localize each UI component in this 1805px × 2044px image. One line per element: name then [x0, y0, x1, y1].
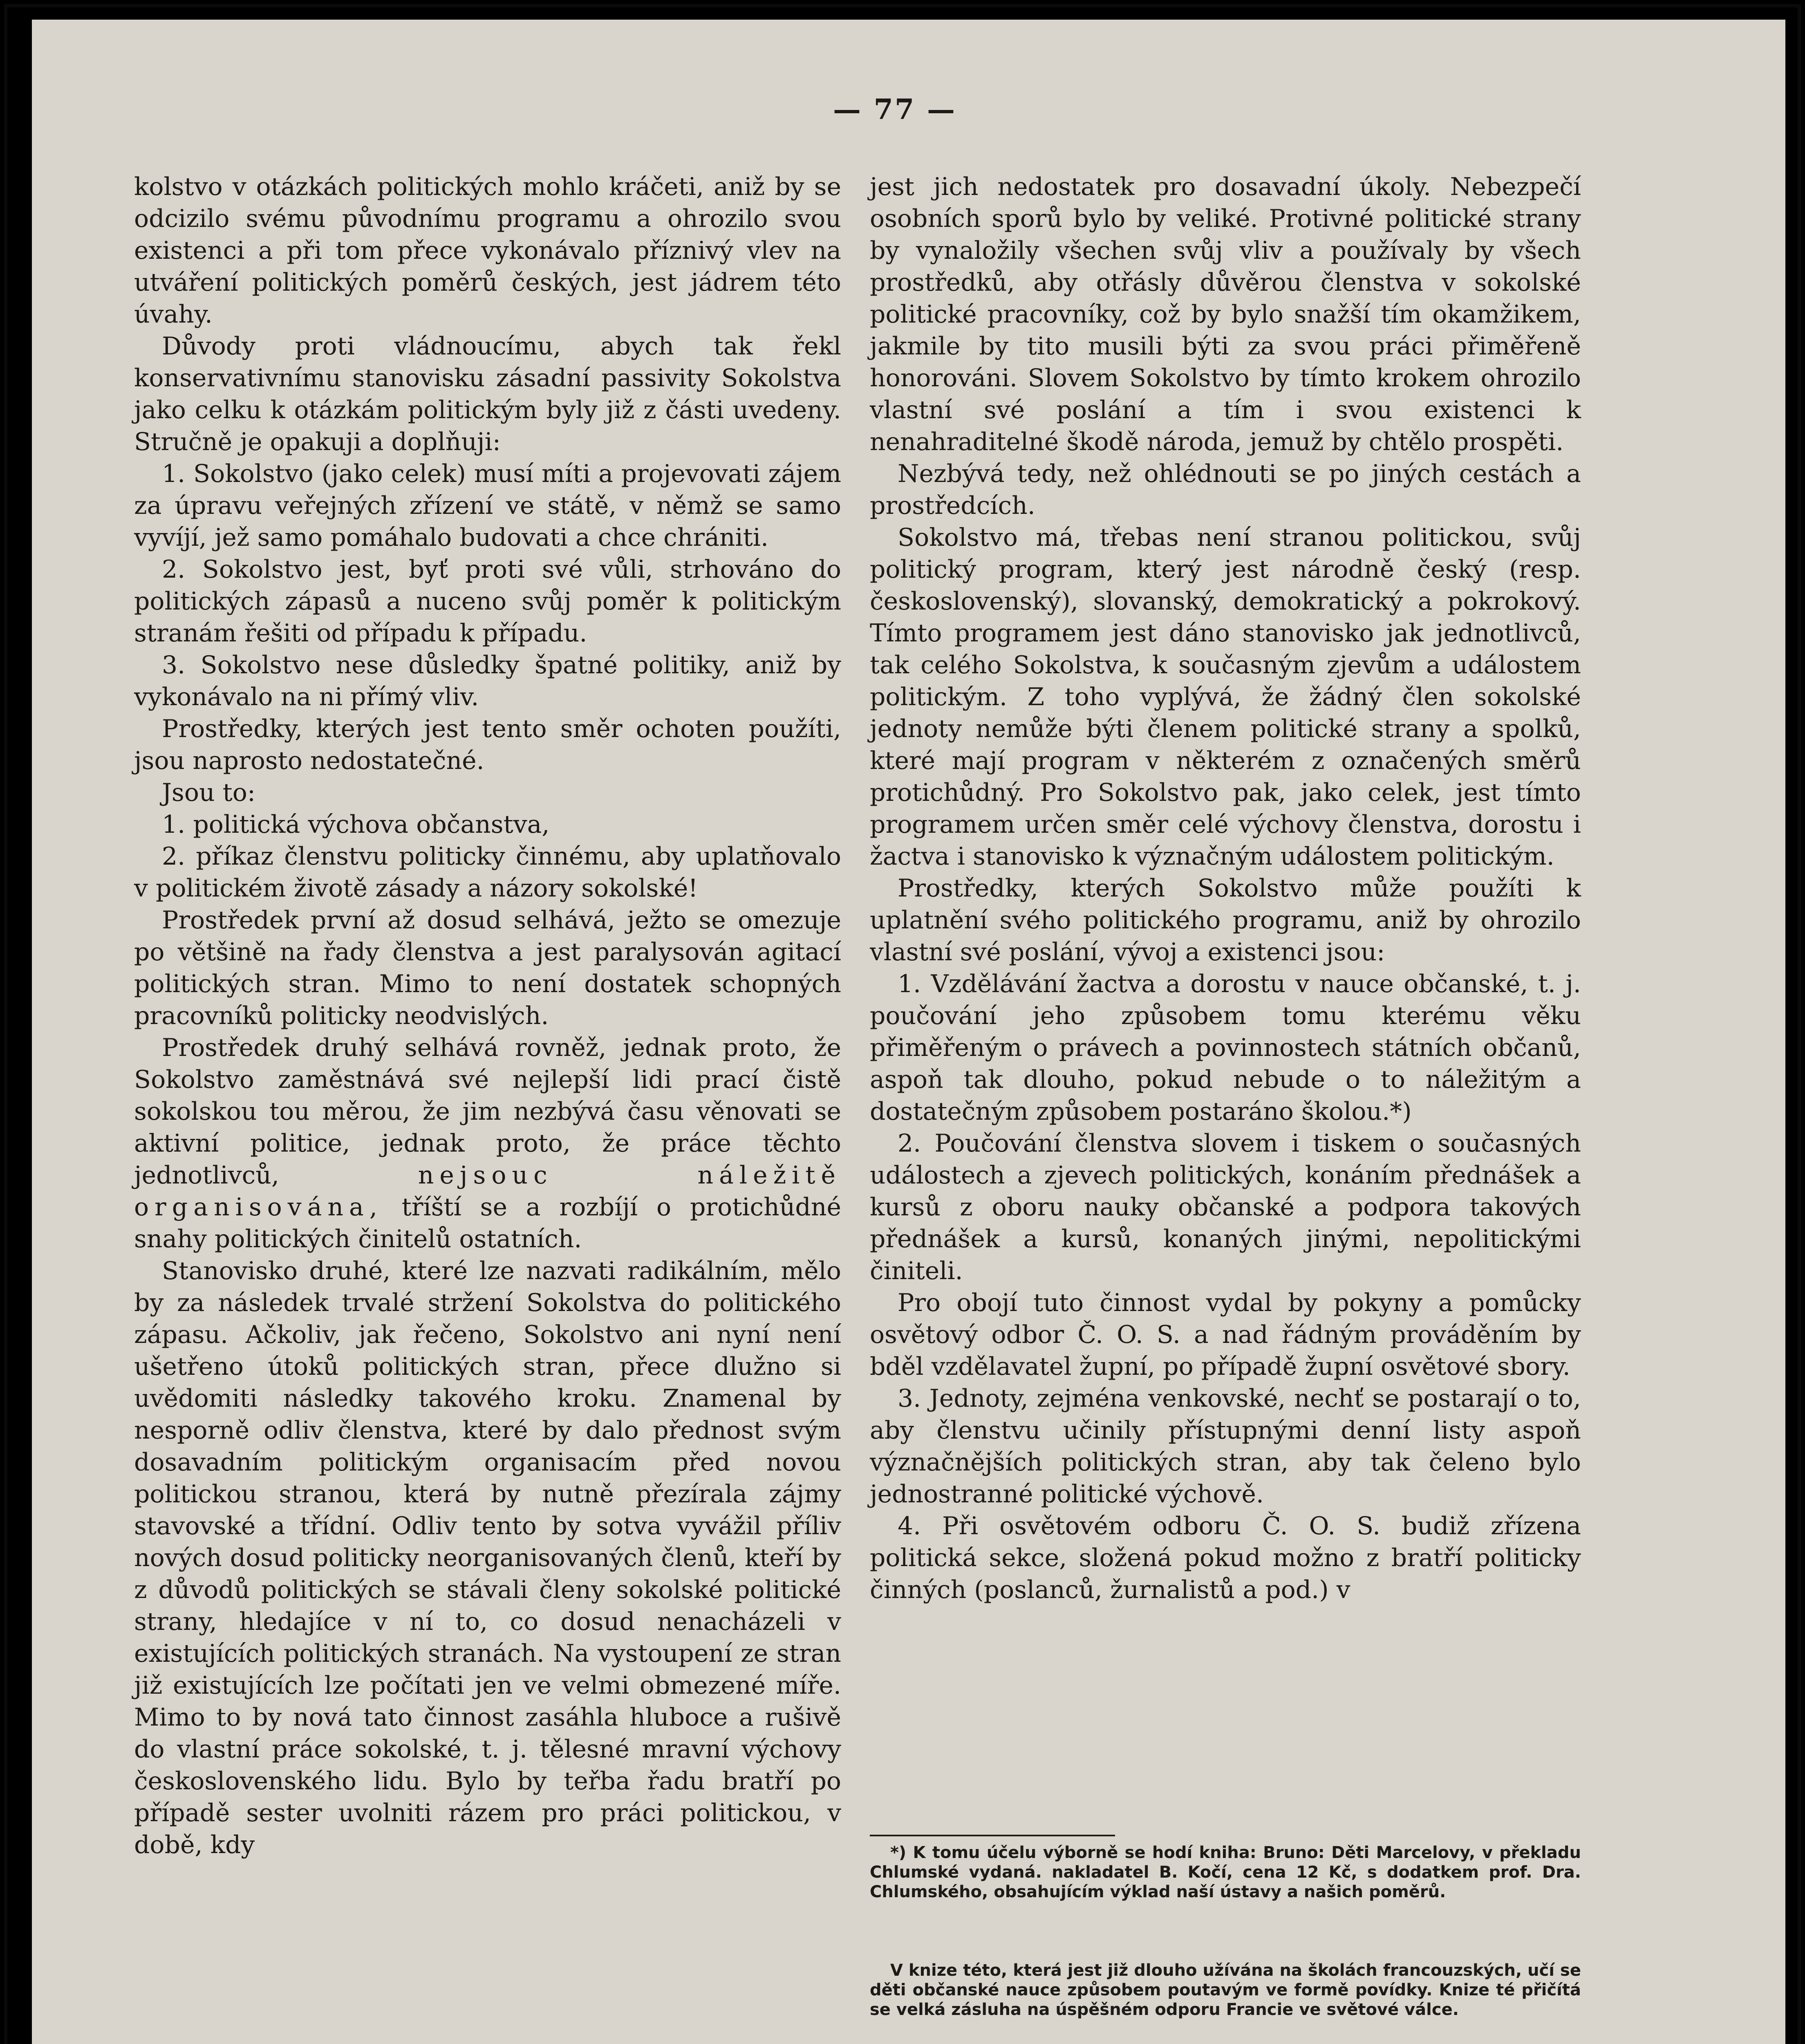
paragraph: Prostředky, kterých Sokolstvo může použíti k uplatnění svého politického programu, aniž by ohrozilo vlastní své poslání, vývoj a existenci jsou: — [870, 874, 1581, 966]
list-item: 1. politická výchova občanstva, — [162, 810, 550, 839]
left-column — [134, 171, 841, 1861]
paragraph: Prostředek první až dosud selhává, ježto se omezuje po většině na řady členstva a jest paralysován agitací politických stran. Mimo to není dostatek schopných pracovníků politicky neodvislých. — [134, 906, 841, 1030]
list-item: 3. Sokolstvo nese důsledky špatné politiky, aniž by vykonávalo na ni přímý vliv. — [134, 651, 841, 711]
paragraph: jest jich nedostatek pro dosavadní úkoly. Nebezpečí osobních sporů bylo by veliké. Protivné politické strany by vynaložily všechen svůj vliv a používaly by všech prostředků, aby otřásly důvěrou členstva v sokolské politické pracovníky, což by bylo snažší tím okamžikem, jakmile by tito musili býti za svou práci přiměřeně honorováni. Slovem Sokolstvo by tímto krokem ohrozilo vlastní své poslání a tím i svou existenci k nenahraditelné škodě národa, jemuž by chtělo prospěti. — [870, 173, 1581, 456]
list-item: 2. Sokolstvo jest, byť proti své vůli, strhováno do politických zápasů a nuceno svůj poměr k politickým stranám řešiti od případu k případu. — [134, 555, 841, 648]
paragraph: Důvody proti vládnoucímu, abych tak řekl konservativnímu stanovisku zásadní passivity Sokolstva jako celku k otázkám politickým byly již z části uvedeny. Stručně je opakuji a doplňuji: — [134, 332, 841, 456]
paragraph: Jsou to: — [162, 778, 256, 807]
paragraph: Stanovisko druhé, které lze nazvati radikálním, mělo by za následek trvalé stržení Sokolstva do politického zápasu. Ačkoliv, jak řečeno, Sokolstvo ani nyní není ušetřeno útoků politických stran, přece dlužno si uvědomiti následky takového kroku. Znamenal by nesporně odliv členstva, které by dalo přednost svým dosavadním politickým organisacím před novou politickou stranou, která by nutně přezírala zájmy stavovské a třídní. Odliv tento by sotva vyvážil příliv nových dosud politicky neorganisovaných členů, kteří by z důvodů politických se stávali členy sokolské politické strany, hledajíce v ní to, co dosud nenacházeli v existujících politických stranách. Na vystoupení ze stran již existujících lze počítati jen ve velmi obmezené míře. Mimo to by nová tato činnost zasáhla hluboce a rušivě do vlastní práce sokolské, t. j. tělesné mravní výchovy československého lidu. Bylo by teřba řadu bratří po případě sester uvolniti rázem pro práci politickou, v době, kdy — [134, 1257, 841, 1859]
footnote: *) K tomu účelu výborně se hodí kniha: Bruno: Děti Marcelovy, v překladu Chlumské vydaná. nakladatel B. Kočí, cena 12 Kč, s dodatkem prof. Dra. Chlumského, obsahujícím výklad naší ústavy a našich poměrů. — [870, 1843, 1581, 1901]
spaced-emphasis: nejsouc náležitě organisována, — [134, 1161, 841, 1221]
list-item: 2. Poučování členstva slovem i tiskem o současných událostech a zjevech politických, konáním přednášek a kursů z oboru nauky občanské a podpora takových přednášek a kursů, konaných jinými, nepolitickými činiteli. — [870, 1129, 1581, 1285]
book-page — [32, 20, 1785, 2044]
list-item: 1. Vzdělávání žactva a dorostu v nauce občanské, t. j. poučování jeho způsobem tomu kterému věku přiměřeným o právech a povinnostech státních občanů, aspoň tak dlouho, pokud nebude o to náležitým a dostatečným způsobem postaráno školou.*) — [870, 970, 1581, 1126]
footnote: V knize této, která jest již dlouho užívána na školách francouzských, učí se děti občanské nauce způsobem poutavým ve formě povídky. Knize té přičítá se velká zásluha na úspěšném odporu Francie ve světové válce. — [870, 1961, 1581, 2019]
paragraph: Prostředky, kterých jest tento směr ochoten použíti, jsou naprosto nedostatečné. — [134, 715, 841, 775]
paragraph-text: tříští se a rozbíjí o protichůdné snahy politických činitelů ostatních. — [134, 1193, 841, 1253]
footnote-rule — [870, 1835, 1115, 1836]
paragraph: Nezbývá tedy, než ohlédnouti se po jiných cestách a prostředcích. — [870, 459, 1581, 520]
paragraph: Sokolstvo má, třebas není stranou politickou, svůj politický program, který jest národně český (resp. československý), slovanský, demokratický a pokrokový. Tímto programem jest dáno stanovisko jak jednotlivců, tak celého Sokolstva, k současným zjevům a událostem politickým. Z toho vyplývá, že žádný člen sokolské jednoty nemůže býti členem politické strany a spolků, které mají program v některém z označených směrů protichůdný. Pro Sokolstvo pak, jako celek, jest tímto programem určen směr celé výchovy členstva, dorostu i žactva i stanovisko k význačným událostem politickým. — [870, 523, 1581, 871]
page-number: — 77 — — [833, 93, 956, 126]
paragraph-text: Prostředek druhý selhává rovněž, jednak proto, že Sokolstvo zaměstnává své nejlepší lidi prací čistě sokolskou tou měrou, že jim nezbývá času věnovati se aktivní politice, jednak proto, že práce těchto jednotlivců, — [134, 1033, 841, 1190]
scan-frame — [4, 4, 1801, 2044]
paragraph: Pro obojí tuto činnost vydal by pokyny a pomůcky osvětový odbor Č. O. S. a nad řádným prováděním by bděl vzdělavatel župní, po případě župní osvětové sbory. — [870, 1289, 1581, 1381]
list-item: 2. příkaz členstvu politicky činnému, aby uplatňovalo v politickém životě zásady a názory sokolské! — [134, 842, 841, 903]
list-item: 3. Jednoty, zejména venkovské, nechť se postarají o to, aby členstvu učinily přístupnými denní listy aspoň význačnějších politických stran, aby tak čeleno bylo jednostranné politické výchově. — [870, 1384, 1581, 1508]
list-item: 4. Při osvětovém odboru Č. O. S. budiž zřízena politická sekce, složená pokud možno z bratří politicky činných (poslanců, žurnalistů a pod.) v — [870, 1512, 1581, 1604]
right-column — [870, 171, 1581, 1606]
paragraph: kolstvo v otázkách politických mohlo kráčeti, aniž by se odcizilo svému původnímu programu a ohrozilo svou existenci a při tom přece vykonávalo příznivý vlev na utváření politických poměrů českých, jest jádrem této úvahy. — [134, 173, 841, 329]
list-item: 1. Sokolstvo (jako celek) musí míti a projevovati zájem za úpravu veřejných zřízení ve státě, v němž se samo vyvíjí, jež samo pomáhalo budovati a chce chrániti. — [134, 459, 841, 552]
paragraph — [134, 1032, 841, 1255]
